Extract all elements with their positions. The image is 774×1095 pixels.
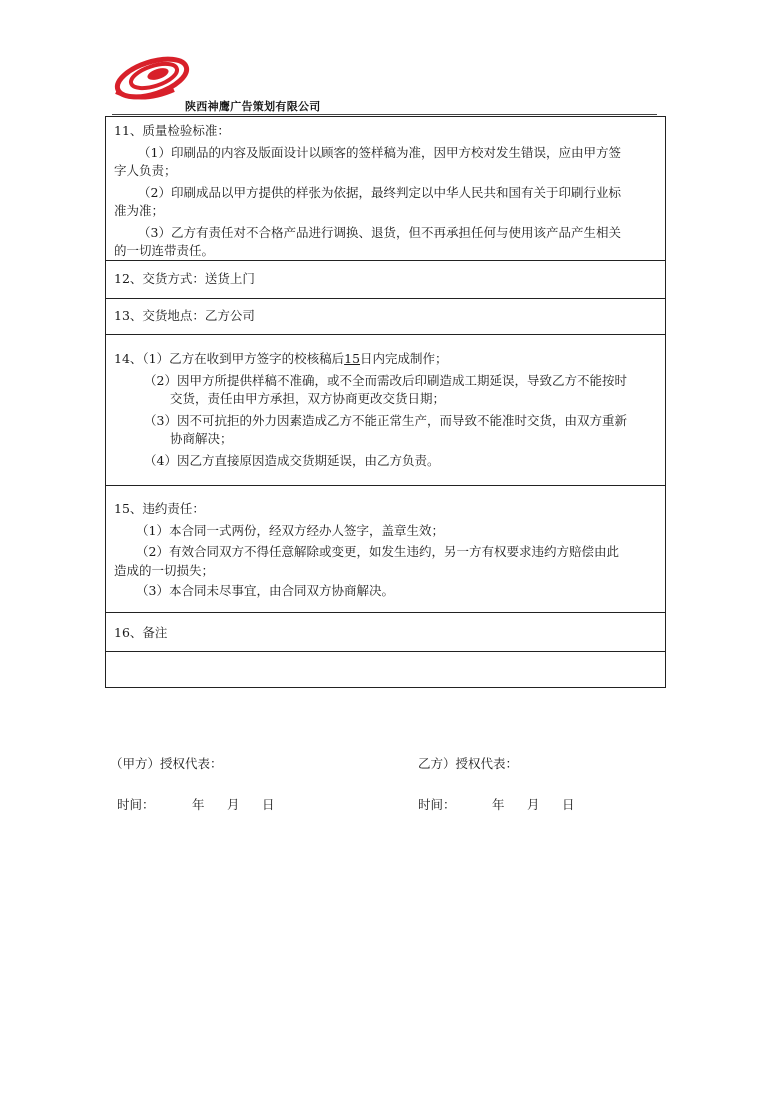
section-14-item-3: （3）因不可抗拒的外力因素造成乙方不能正常生产，而导致不能准时交货，由双方重新	[144, 413, 627, 428]
section-11-item-2: （2）印刷成品以甲方提供的样张为依据，最终判定以中华人民共和国有关于印刷行业标	[138, 185, 621, 200]
section-15-item-2: （2）有效合同双方不得任意解除或变更，如发生违约，另一方有权要求违约方赔偿由此	[136, 544, 619, 559]
section-15	[106, 485, 665, 613]
section-13	[106, 298, 665, 335]
remarks-content	[106, 651, 665, 687]
section-16-title: 16、备注	[114, 625, 168, 640]
section-11-item-3: （3）乙方有责任对不合格产品进行调换、退货，但不再承担任何与使用该产品产生相关	[138, 225, 621, 240]
section-14-item-2: （2）因甲方所提供样稿不准确，或不全而需改后印刷造成工期延误，导致乙方不能按时	[144, 373, 627, 388]
section-14-days: 15	[344, 351, 361, 366]
section-15-title: 15、违约责任：	[114, 501, 205, 516]
party-b-label: 乙方）授权代表：	[418, 756, 519, 771]
contract-table	[105, 116, 666, 688]
party-b-year: 年	[492, 797, 505, 812]
section-16	[106, 612, 665, 652]
section-11-item-2-cont: 准为准；	[114, 203, 165, 218]
section-14-item-1-a: 14、（1）乙方在收到甲方签字的校核稿后	[114, 351, 345, 366]
party-a-month: 月	[227, 797, 240, 812]
party-a-year: 年	[192, 797, 205, 812]
party-a-label: （甲方）授权代表：	[110, 756, 223, 771]
section-15-item-1: （1）本合同一式两份，经双方经办人签字，盖章生效；	[136, 523, 444, 538]
party-b-time-label: 时间：	[418, 797, 456, 812]
section-12	[106, 260, 665, 299]
party-a-time-label: 时间：	[117, 797, 155, 812]
party-a-day: 日	[262, 797, 275, 812]
section-14-item-1-b: 日内完成制作；	[360, 351, 448, 366]
section-11-title: 11、质量检验标准：	[114, 123, 230, 138]
section-11-item-1: （1）印刷品的内容及版面设计以顾客的签样稿为准，因甲方校对发生错误，应由甲方签	[138, 145, 621, 160]
section-14-item-1	[114, 351, 448, 367]
header-rule	[112, 114, 657, 115]
section-14-item-4: （4）因乙方直接原因造成交货期延误，由乙方负责。	[144, 453, 440, 468]
company-name: 陕西神鹰广告策划有限公司	[185, 100, 321, 113]
section-14	[106, 334, 665, 486]
party-b-day: 日	[562, 797, 575, 812]
section-13-text: 13、交货地点：乙方公司	[114, 308, 255, 323]
section-15-item-2-cont: 造成的一切损失；	[114, 563, 215, 578]
section-15-item-3: （3）本合同未尽事宜，由合同双方协商解决。	[136, 583, 394, 598]
section-14-item-3-cont: 协商解决；	[170, 431, 233, 446]
company-logo	[112, 52, 192, 108]
section-11	[106, 117, 665, 261]
section-12-text: 12、交货方式：送货上门	[114, 271, 255, 286]
party-b-month: 月	[527, 797, 540, 812]
section-14-item-2-cont: 交货，责任由甲方承担，双方协商更改交货日期；	[170, 391, 446, 406]
section-11-item-3-cont: 的一切连带责任。	[114, 243, 215, 258]
section-11-item-1-cont: 字人负责；	[114, 163, 177, 178]
